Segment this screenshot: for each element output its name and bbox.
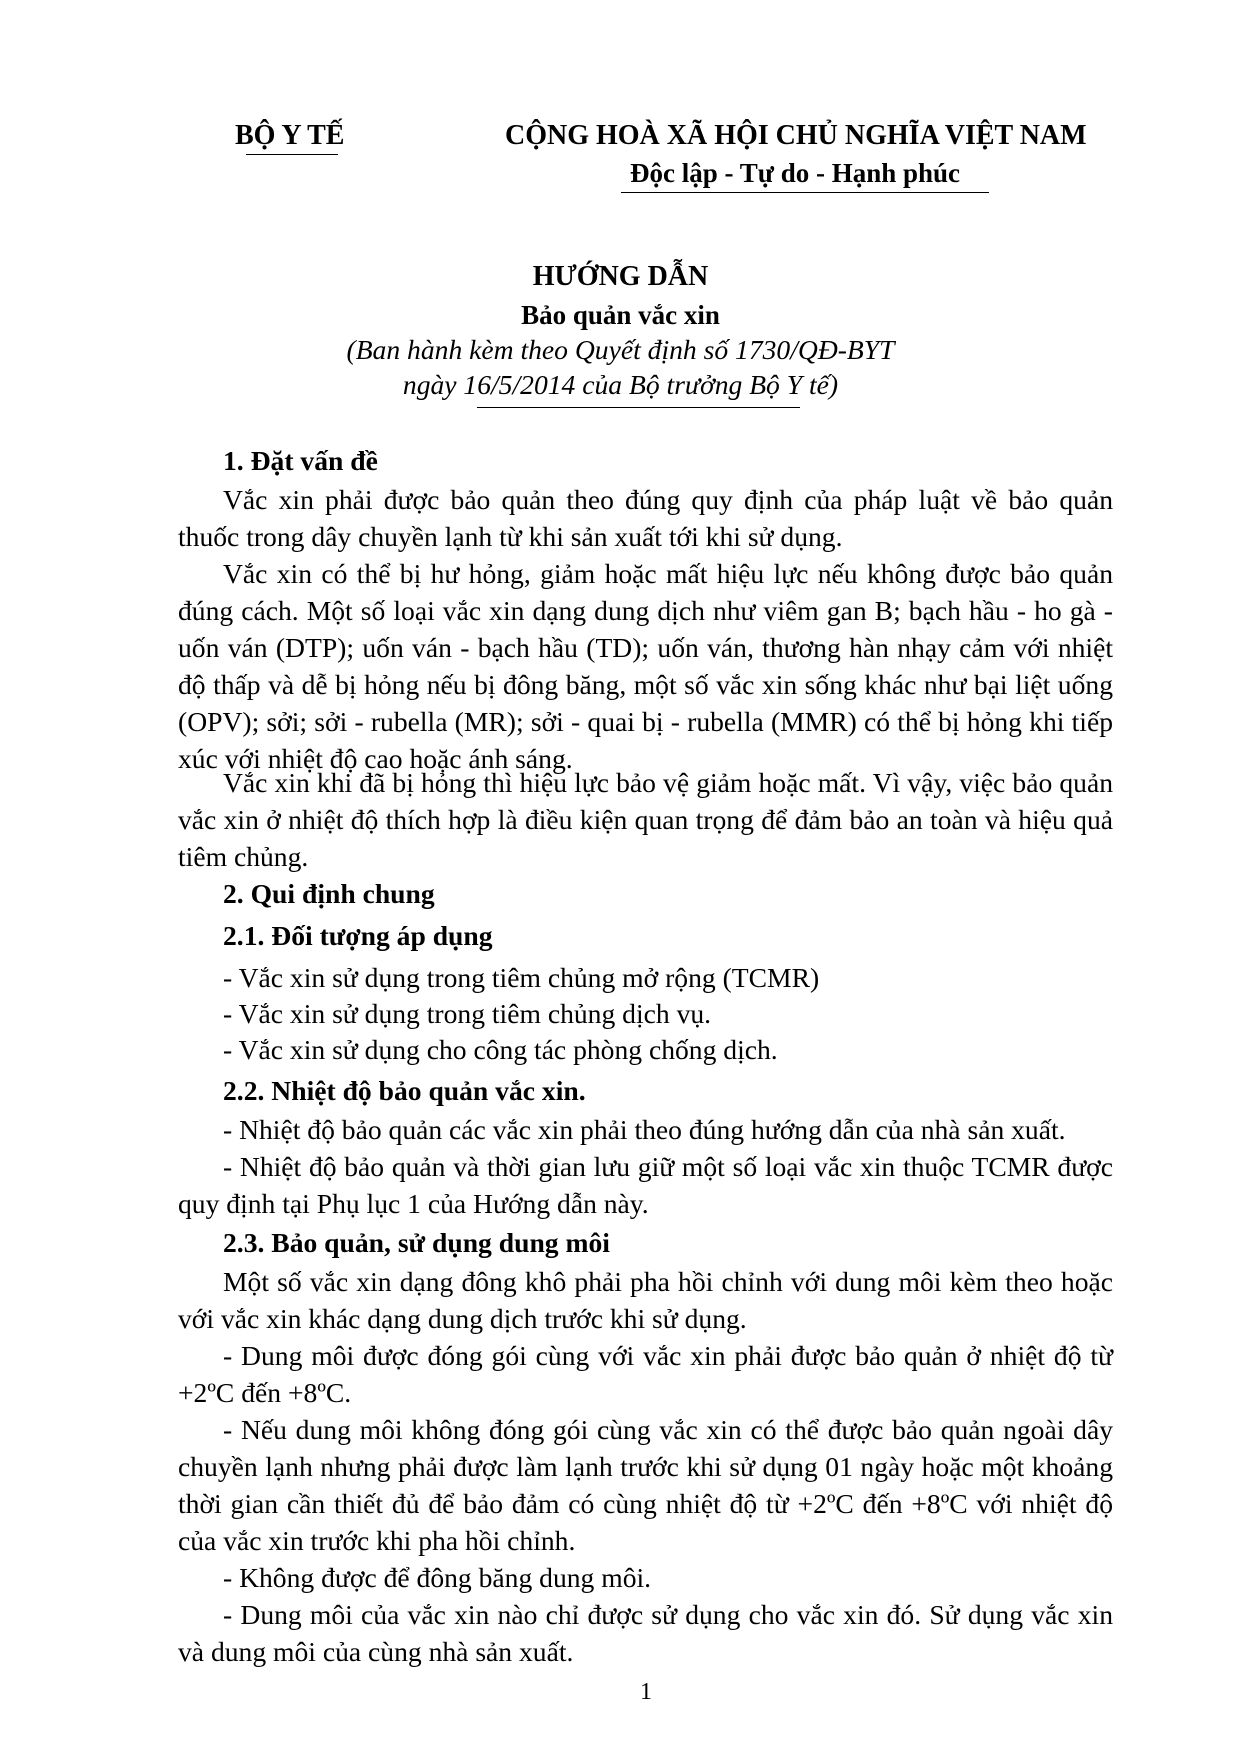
section-2-3-paragraph-4 bbox=[178, 1559, 1113, 1596]
section-2-3-paragraph-4-text: - Không được để đông băng dung môi. bbox=[223, 1562, 652, 1593]
section-2-1-item: - Vắc xin sử dụng trong tiêm chủng mở rộng (TCMR) bbox=[223, 962, 820, 993]
section-2-3-paragraph-3 bbox=[178, 1411, 1113, 1559]
issuance-note-line-2: ngày 16/5/2014 của Bộ trưởng Bộ Y tế) bbox=[402, 369, 839, 400]
section-2-3-paragraph-5-text: - Dung môi của vắc xin nào chỉ được sử dụng cho vắc xin đó. Sử dụng vắc xin và dung môi của cùng nhà sản xuất. bbox=[178, 1599, 1113, 1667]
section-2-3-paragraph-3-text: - Nếu dung môi không đóng gói cùng vắc xin có thể được bảo quản ngoài dây chuyền lạnh nhưng phải được làm lạnh trước khi sử dụng 01 ngày hoặc một khoảng thời gian cần thiết đủ để bảo đảm có cùng nhiệt độ từ +2ºC đến +8ºC với nhiệt độ của vắc xin trước khi pha hồi chỉnh. bbox=[178, 1414, 1113, 1556]
republic-name: CỘNG HOÀ XÃ HỘI CHỦ NGHĨA VIỆT NAM bbox=[505, 120, 1087, 151]
document-title: HƯỚNG DẪN bbox=[532, 261, 709, 292]
section-2-2-heading: 2.2. Nhiệt độ bảo quản vắc xin. bbox=[223, 1075, 586, 1106]
issuance-note-line-1: (Ban hành kèm theo Quyết định số 1730/QĐ-BYT bbox=[346, 334, 895, 365]
section-1-paragraph-2 bbox=[178, 555, 1113, 777]
page-number: 1 bbox=[640, 1679, 652, 1705]
ministry-underline bbox=[246, 154, 338, 155]
section-2-3-heading: 2.3. Bảo quản, sử dụng dung môi bbox=[223, 1227, 610, 1258]
section-1-paragraph-2-text: Vắc xin có thể bị hư hỏng, giảm hoặc mất hiệu lực nếu không được bảo quản đúng cách. Một số loại vắc xin dạng dung dịch như viêm gan B; bạch hầu - ho gà - uốn ván (DTP); uốn ván - bạch hầu (TD); uốn ván, thương hàn nhạy cảm với nhiệt độ thấp và dễ bị hỏng nếu bị đông băng, một số vắc xin sống khác như bại liệt uống (OPV); sởi; sởi - rubella (MR); sởi - quai bị - rubella (MMR) có thể bị hỏng khi tiếp xúc với nhiệt độ cao hoặc ánh sáng. bbox=[178, 558, 1113, 774]
section-2-3-paragraph-5 bbox=[178, 1596, 1113, 1670]
section-2-heading: 2. Qui định chung bbox=[223, 878, 435, 909]
section-2-2-paragraph-1-text: - Nhiệt độ bảo quản các vắc xin phải theo đúng hướng dẫn của nhà sản xuất. bbox=[223, 1114, 1066, 1145]
section-2-3-paragraph-2-text: - Dung môi được đóng gói cùng với vắc xin phải được bảo quản ở nhiệt độ từ +2ºC đến +8ºC. bbox=[178, 1340, 1113, 1408]
document-subtitle: Bảo quản vắc xin bbox=[521, 300, 720, 330]
motto-underline bbox=[621, 192, 989, 193]
section-1-paragraph-3 bbox=[178, 764, 1113, 875]
title-underline bbox=[477, 407, 800, 408]
section-2-3-paragraph-1 bbox=[178, 1263, 1113, 1337]
section-1-heading: 1. Đặt vấn đề bbox=[223, 445, 378, 476]
section-2-2-paragraph-2 bbox=[178, 1148, 1113, 1222]
section-2-2-paragraph-1 bbox=[178, 1111, 1113, 1148]
section-1-paragraph-3-text: Vắc xin khi đã bị hỏng thì hiệu lực bảo vệ giảm hoặc mất. Vì vậy, việc bảo quản vắc xin ở nhiệt độ thích hợp là điều kiện quan trọng để đảm bảo an toàn và hiệu quả tiêm chủng. bbox=[178, 767, 1113, 872]
national-motto: Độc lập - Tự do - Hạnh phúc bbox=[630, 158, 961, 188]
section-1-paragraph-1-text: Vắc xin phải được bảo quản theo đúng quy định của pháp luật về bảo quản thuốc trong dây chuyền lạnh từ khi sản xuất tới khi sử dụng. bbox=[178, 484, 1113, 552]
section-2-1-heading: 2.1. Đối tượng áp dụng bbox=[223, 920, 493, 951]
section-2-1-item: - Vắc xin sử dụng trong tiêm chủng dịch vụ. bbox=[223, 998, 712, 1029]
section-2-1-item: - Vắc xin sử dụng cho công tác phòng chống dịch. bbox=[223, 1034, 778, 1065]
ministry-name: BỘ Y TẾ bbox=[235, 120, 345, 151]
section-2-3-paragraph-2 bbox=[178, 1337, 1113, 1411]
section-2-2-paragraph-2-text: - Nhiệt độ bảo quản và thời gian lưu giữ một số loại vắc xin thuộc TCMR được quy định tại Phụ lục 1 của Hướng dẫn này. bbox=[178, 1151, 1113, 1219]
section-2-3-paragraph-1-text: Một số vắc xin dạng đông khô phải pha hồi chỉnh với dung môi kèm theo hoặc với vắc xin khác dạng dung dịch trước khi sử dụng. bbox=[178, 1266, 1113, 1334]
section-1-paragraph-1 bbox=[178, 481, 1113, 555]
